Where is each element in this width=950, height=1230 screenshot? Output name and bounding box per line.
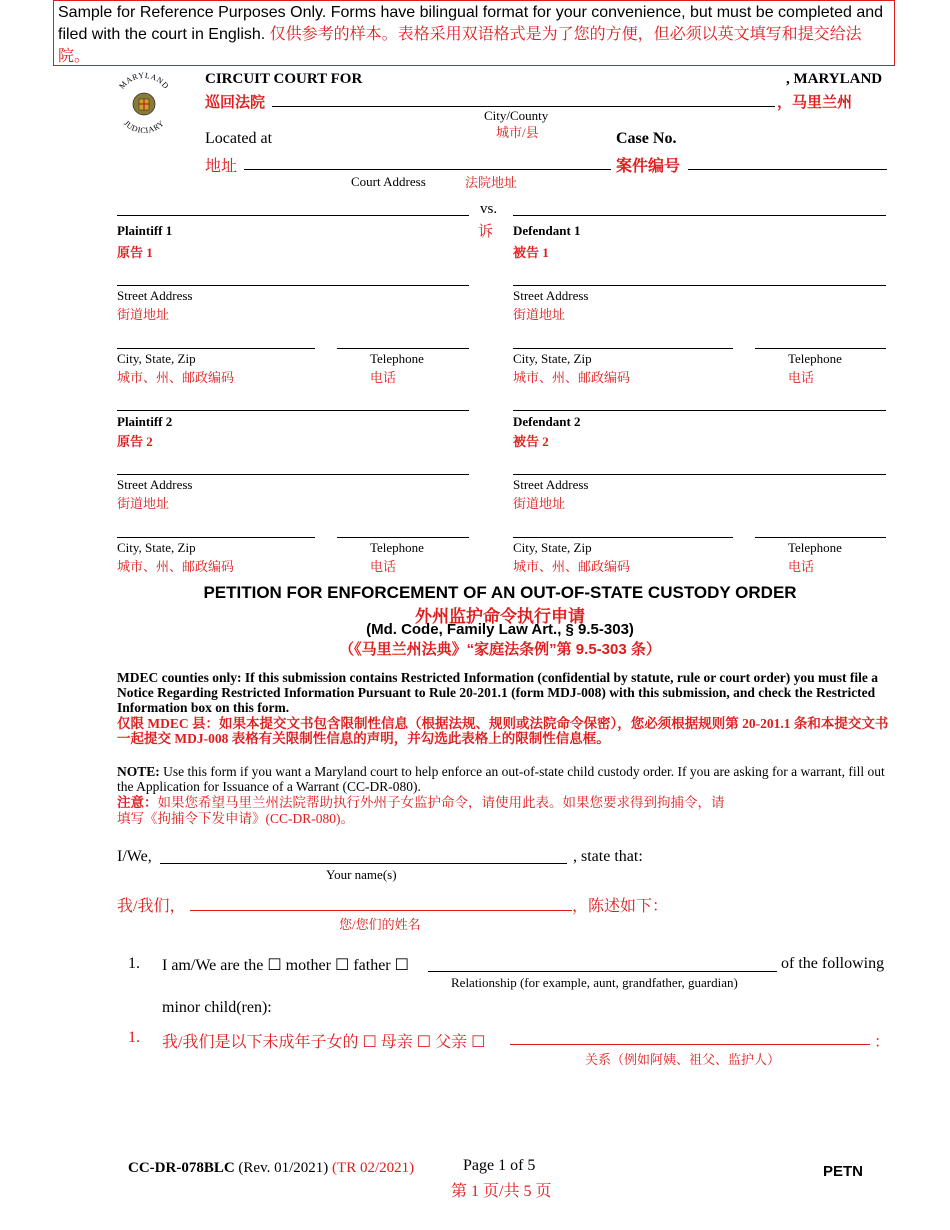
mdec-notice: MDEC counties only: If this submission contains Restricted Information (confidential by statute, rule or court order) you must file a Notice Regarding Restricted Information Pursuant to Rule 20-201.1 (form MDJ-008) with this submission, and check the Restricted Information box on this form. (117, 670, 878, 715)
note-label-cn: 注意： (117, 795, 158, 810)
defendant2-city-caption: City, State, Zip (513, 540, 592, 555)
maryland-label: , MARYLAND (786, 71, 883, 87)
state-that-label: , state that: (573, 848, 643, 865)
svg-text:MARYLAND: MARYLAND (117, 70, 171, 91)
svg-text:JUDICIARY: JUDICIARY (122, 118, 166, 136)
iwe-label: I/We, (117, 848, 152, 865)
item1-text-cn: 我/我们是以下未成年子女的 ☐ 母亲 ☐ 父亲 ☐ (162, 1034, 486, 1051)
defendant2-phone-caption: Telephone (788, 540, 842, 555)
plaintiff1-label-cn: 原告 1 (117, 245, 153, 260)
plaintiff2-label: Plaintiff 2 (117, 414, 173, 429)
plaintiff2-phone-field[interactable] (337, 520, 469, 538)
vs-label-cn: 诉 (478, 224, 494, 240)
iwe-label-cn: 我/我们， (117, 898, 186, 915)
defendant2-city-caption-cn: 城市、州、邮政编码 (513, 559, 631, 574)
form-revision: (Rev. 01/2021) (234, 1160, 333, 1176)
defendant1-city-caption-cn: 城市、州、邮政编码 (513, 370, 631, 385)
plaintiff2-city-field[interactable] (117, 520, 315, 538)
plaintiff2-label-cn: 原告 2 (117, 434, 153, 449)
circuit-court-label: CIRCUIT COURT FOR (205, 71, 363, 87)
note-paragraph (117, 764, 897, 794)
city-county-caption-cn: 城市/县 (496, 125, 539, 140)
defendant2-street-caption: Street Address (513, 477, 589, 492)
defendant2-phone-field[interactable] (755, 520, 886, 538)
page-number: Page 1 of 5 (463, 1157, 536, 1174)
plaintiff2-city-caption: City, State, Zip (117, 540, 196, 555)
defendant2-street-caption-cn: 街道地址 (513, 496, 566, 511)
plaintiff1-phone-field[interactable] (337, 331, 469, 349)
plaintiff1-street-field[interactable] (117, 268, 469, 286)
defendant1-phone-caption-cn: 电话 (788, 370, 815, 385)
banner-text-cn: 仅供参考的样本。表格采用双语格式是为了您的方便，但必须以英文填写和提交给法院。 (58, 26, 862, 65)
item1-number-cn: 1. (128, 1029, 140, 1046)
court-address-caption: Court Address (351, 174, 426, 189)
relationship-field-cn[interactable] (510, 1027, 870, 1045)
plaintiff1-label: Plaintiff 1 (117, 223, 173, 238)
circuit-court-label-cn: 巡回法院 (205, 95, 266, 111)
defendant1-phone-caption: Telephone (788, 351, 842, 366)
defendant2-city-field[interactable] (513, 520, 733, 538)
defendant1-street-field[interactable] (513, 268, 886, 286)
form-title: PETITION FOR ENFORCEMENT OF AN OUT-OF-STATE CUSTODY ORDER (203, 583, 797, 602)
case-number-field[interactable] (688, 152, 887, 170)
form-title-cn: 外州监护命令执行申请 (415, 607, 585, 626)
note-label: NOTE: (117, 764, 160, 779)
defendant1-label-cn: 被告 1 (513, 245, 549, 260)
plaintiff1-city-field[interactable] (117, 331, 315, 349)
reference-banner (53, 0, 895, 66)
plaintiff2-phone-caption: Telephone (370, 540, 424, 555)
defendant1-street-caption: Street Address (513, 288, 589, 303)
your-names-caption-cn: 您/您们的姓名 (339, 917, 421, 932)
defendant1-city-field[interactable] (513, 331, 733, 349)
note-text-cn-2: 填写《拘捕令下发申请》(CC-DR-080)。 (117, 811, 354, 826)
item1-colon-cn: ： (874, 1034, 891, 1051)
mdec-notice-cn: 仅限 MDEC 县：如果本提交文书包含限制性信息（根据法规、规则或法院命令保密），您必须根据规则第 20-201.1 条和本提交文书一起提交 MDJ-008 表格有关限制性信息的声明，并勾选此表格上的限制性信息框。 (117, 716, 889, 746)
plaintiff1-city-caption: City, State, Zip (117, 351, 196, 366)
plaintiff2-street-caption: Street Address (117, 477, 193, 492)
item1-text: I am/We are the ☐ mother ☐ father ☐ (162, 957, 409, 974)
court-address-caption-cn: 法院地址 (465, 175, 518, 190)
defendant1-street-caption-cn: 街道地址 (513, 307, 566, 322)
your-names-field-cn[interactable] (190, 893, 572, 911)
defendant2-phone-caption-cn: 电话 (788, 559, 815, 574)
form-code: PETN (823, 1163, 864, 1180)
note-text: Use this form if you want a Maryland court to help enforce an out-of-state child custody order. If you are asking for a warrant, fill out the Application for Issuance of a Warrant (CC-DR-080). (117, 764, 885, 794)
note-text-cn-1: 如果您希望马里兰州法院帮助执行外州子女监护命令，请使用此表。如果您要求得到拘捕令，请 (157, 795, 725, 810)
defendant2-name-field[interactable] (513, 393, 886, 411)
located-at-label: Located at (205, 130, 273, 147)
defendant1-name-field[interactable] (513, 198, 886, 216)
maryland-judiciary-seal (111, 70, 177, 136)
plaintiff2-city-caption-cn: 城市、州、邮政编码 (117, 559, 235, 574)
plaintiff2-name-field[interactable] (117, 393, 469, 411)
plaintiff1-phone-caption-cn: 电话 (370, 370, 397, 385)
court-address-field[interactable] (244, 152, 611, 170)
defendant1-phone-field[interactable] (755, 331, 886, 349)
relationship-field[interactable] (428, 954, 777, 972)
plaintiff2-street-field[interactable] (117, 457, 469, 475)
page-number-cn: 第 1 页/共 5 页 (451, 1183, 552, 1200)
item1-number: 1. (128, 955, 140, 972)
relationship-caption: Relationship (for example, aunt, grandfather, guardian) (451, 975, 738, 990)
plaintiff2-street-caption-cn: 街道地址 (117, 496, 170, 511)
your-names-field[interactable] (160, 846, 567, 864)
vs-label: vs. (480, 201, 498, 217)
banner-text: Sample for Reference Purposes Only. Forms have bilingual format for your convenience, but must be completed and filed with the court in English. (58, 4, 884, 43)
state-that-label-cn: ，陈述如下： (572, 898, 669, 915)
maryland-label-cn: ，马里兰州 (777, 95, 853, 111)
plaintiff1-phone-caption: Telephone (370, 351, 424, 366)
defendant2-label: Defendant 2 (513, 414, 581, 429)
statute-citation-cn: （《马里兰州法典》“家庭法条例”第 9.5-303 条） (339, 641, 661, 658)
plaintiff1-name-field[interactable] (117, 198, 469, 216)
located-at-label-cn: 地址 (205, 158, 238, 175)
statute-citation: (Md. Code, Family Law Art., § 9.5-303) (366, 621, 634, 638)
case-no-label-cn: 案件编号 (616, 158, 681, 175)
form-number (128, 1160, 414, 1177)
defendant2-street-field[interactable] (513, 457, 886, 475)
defendant1-city-caption: City, State, Zip (513, 351, 592, 366)
form-translation-rev: (TR 02/2021) (332, 1160, 415, 1176)
of-following-label: of the following (781, 955, 885, 972)
case-no-label: Case No. (616, 130, 677, 147)
note-paragraph-cn (117, 795, 897, 810)
your-names-caption: Your name(s) (326, 867, 397, 882)
plaintiff2-phone-caption-cn: 电话 (370, 559, 397, 574)
plaintiff1-street-caption: Street Address (117, 288, 193, 303)
minor-children-label: minor child(ren): (162, 999, 272, 1016)
city-county-caption: City/County (484, 108, 549, 123)
plaintiff1-city-caption-cn: 城市、州、邮政编码 (117, 370, 235, 385)
city-county-field[interactable] (272, 89, 775, 107)
relationship-caption-cn: 关系（例如阿姨、祖父、监护人） (585, 1052, 781, 1067)
defendant2-label-cn: 被告 2 (513, 434, 549, 449)
form-id: CC-DR-078BLC (128, 1160, 235, 1176)
plaintiff1-street-caption-cn: 街道地址 (117, 307, 170, 322)
defendant1-label: Defendant 1 (513, 223, 581, 238)
